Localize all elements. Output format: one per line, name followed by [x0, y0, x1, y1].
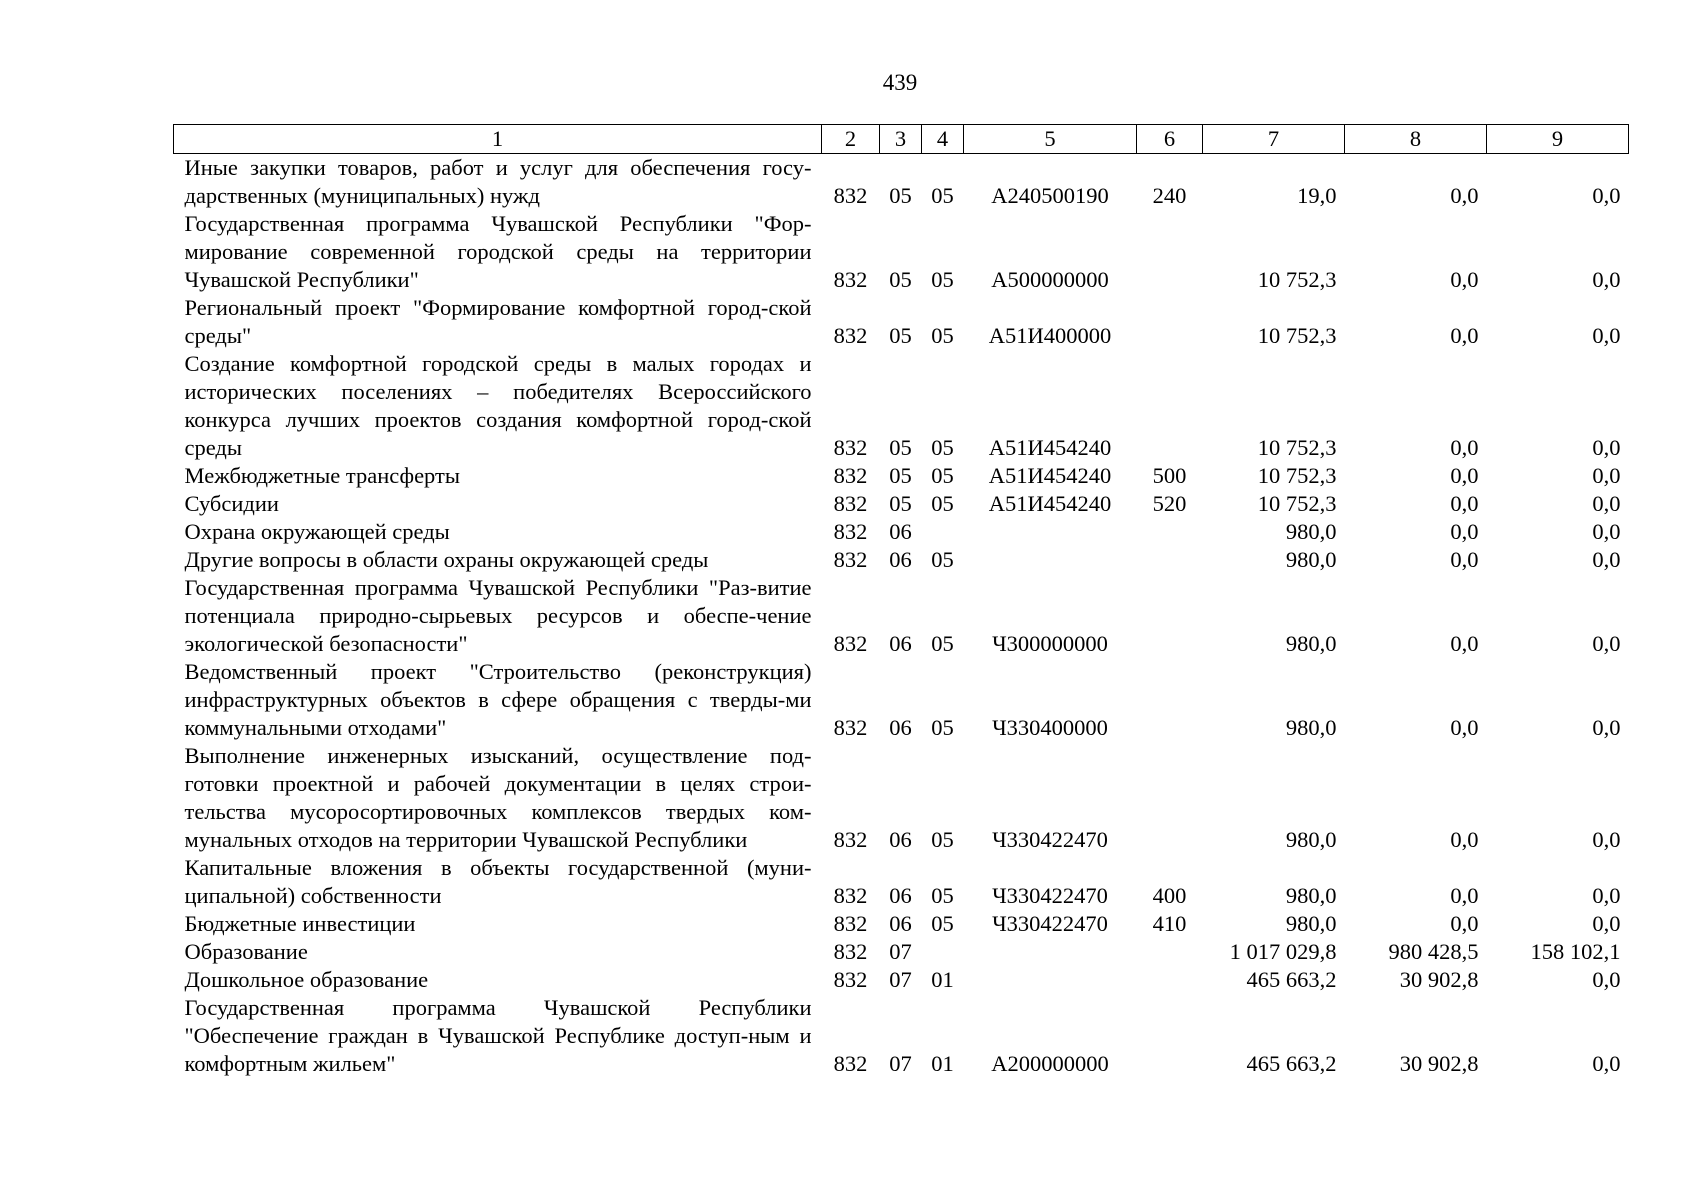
row-name: Ведомственный проект "Строительство (реконструкция) инфраструктурных объектов в сфере обращения с тверды-ми коммунальными отходами": [184, 659, 812, 740]
table-row: [174, 966, 1629, 994]
row-amount-1: 980,0: [1285, 911, 1337, 936]
row-expense-type: [1137, 294, 1203, 350]
row-amount-2: 0,0: [1450, 435, 1479, 460]
row-subsection: 05: [931, 631, 954, 656]
table-row: [174, 350, 1629, 462]
row-name: Региональный проект "Формирование комфортной город-ской среды": [184, 295, 812, 348]
row-ministry-code: 832: [833, 939, 868, 964]
row-amount-1: 980,0: [1285, 883, 1337, 908]
header-col-4: 4: [922, 125, 964, 154]
row-amount-2: 0,0: [1450, 519, 1479, 544]
row-target-article: [964, 966, 1137, 994]
row-expense-type: [1137, 350, 1203, 462]
row-name: Образование: [184, 939, 308, 964]
row-amount-2: 0,0: [1450, 715, 1479, 740]
row-section: 05: [889, 435, 912, 460]
header-col-5: 5: [964, 125, 1137, 154]
row-ministry-code: 832: [833, 463, 868, 488]
row-ministry-code: 832: [833, 435, 868, 460]
row-subsection: 05: [931, 183, 954, 208]
row-amount-2: 30 902,8: [1399, 967, 1479, 992]
row-subsection: 05: [931, 267, 954, 292]
row-section: 06: [889, 715, 912, 740]
row-target-article: [964, 938, 1137, 966]
row-amount-3: 0,0: [1592, 267, 1621, 292]
row-target-article: А51И454240: [988, 463, 1112, 488]
row-section: 07: [889, 1051, 912, 1076]
row-name: Государственная программа Чувашской Республики "Фор-мирование современной городской среды на территории Чувашской Республики": [184, 211, 812, 292]
row-amount-3: 0,0: [1592, 491, 1621, 516]
row-target-article: А500000000: [991, 267, 1109, 292]
row-ministry-code: 832: [833, 491, 868, 516]
header-col-3: 3: [880, 125, 922, 154]
row-section: 06: [889, 827, 912, 852]
row-name: Межбюджетные трансферты: [184, 463, 460, 488]
header-col-9: 9: [1487, 125, 1629, 154]
row-amount-3: 0,0: [1592, 519, 1621, 544]
row-expense-type: 240: [1152, 183, 1187, 208]
row-amount-3: 0,0: [1592, 715, 1621, 740]
row-amount-2: 0,0: [1450, 491, 1479, 516]
row-amount-3: 0,0: [1592, 547, 1621, 572]
table-row: [174, 854, 1629, 910]
row-amount-1: 10 752,3: [1257, 463, 1337, 488]
table-row: [174, 294, 1629, 350]
row-ministry-code: 832: [833, 967, 868, 992]
table-row: [174, 518, 1629, 546]
row-amount-3: 0,0: [1592, 883, 1621, 908]
row-section: 05: [889, 491, 912, 516]
row-target-article: [964, 546, 1137, 574]
row-name: Создание комфортной городской среды в малых городах и исторических поселениях – победителях Всероссийского конкурса лучших проектов создания комфортной город-ской среды: [184, 351, 812, 460]
row-amount-1: 1 017 029,8: [1229, 939, 1337, 964]
row-target-article: А51И454240: [988, 491, 1112, 516]
row-amount-1: 980,0: [1285, 715, 1337, 740]
row-section: 05: [889, 463, 912, 488]
header-col-2: 2: [822, 125, 880, 154]
row-target-article: А240500190: [991, 183, 1109, 208]
header-col-8: 8: [1345, 125, 1487, 154]
row-amount-1: 10 752,3: [1257, 323, 1337, 348]
row-amount-2: 980 428,5: [1388, 939, 1479, 964]
row-name: Государственная программа Чувашской Республики "Раз-витие потенциала природно-сырьевых ресурсов и обеспе-чение экологической безопасности": [184, 575, 812, 656]
row-name: Иные закупки товаров, работ и услуг для обеспечения госу-дарственных (муниципальных) нужд: [184, 155, 812, 208]
row-name: Охрана окружающей среды: [184, 519, 450, 544]
row-target-article: Ч330422470: [992, 883, 1108, 908]
header-col-1: 1: [174, 125, 822, 154]
header-col-7: 7: [1203, 125, 1345, 154]
row-amount-3: 0,0: [1592, 435, 1621, 460]
row-subsection: 01: [931, 1051, 954, 1076]
row-expense-type: [1137, 210, 1203, 294]
row-expense-type: 520: [1152, 491, 1187, 516]
row-amount-1: 465 663,2: [1246, 1051, 1337, 1076]
row-subsection: 05: [931, 827, 954, 852]
row-ministry-code: 832: [833, 715, 868, 740]
row-amount-3: 0,0: [1592, 911, 1621, 936]
row-section: 06: [889, 883, 912, 908]
table-row: [174, 742, 1629, 854]
row-name: Выполнение инженерных изысканий, осуществление под-готовки проектной и рабочей документации в целях строи-тельства мусоросортировочных комплексов твердых ком-мунальных отходов на территории Чувашской Республики: [184, 743, 812, 852]
row-amount-3: 0,0: [1592, 463, 1621, 488]
row-subsection: 01: [931, 967, 954, 992]
row-expense-type: 410: [1152, 911, 1187, 936]
row-amount-2: 0,0: [1450, 267, 1479, 292]
row-amount-3: 0,0: [1592, 967, 1621, 992]
row-amount-2: 0,0: [1450, 547, 1479, 572]
row-subsection: 05: [931, 435, 954, 460]
row-section: 06: [889, 519, 912, 544]
row-amount-2: 0,0: [1450, 631, 1479, 656]
row-section: 06: [889, 911, 912, 936]
row-expense-type: [1137, 994, 1203, 1078]
row-section: 07: [889, 939, 912, 964]
row-ministry-code: 832: [833, 911, 868, 936]
row-ministry-code: 832: [833, 183, 868, 208]
table-row: [174, 490, 1629, 518]
row-section: 07: [889, 967, 912, 992]
row-amount-2: 0,0: [1450, 883, 1479, 908]
row-subsection: 05: [931, 547, 954, 572]
row-subsection: 05: [931, 883, 954, 908]
row-expense-type: [1137, 518, 1203, 546]
row-amount-2: 0,0: [1450, 827, 1479, 852]
row-subsection: 05: [931, 715, 954, 740]
row-amount-2: 0,0: [1450, 911, 1479, 936]
row-amount-3: 0,0: [1592, 1051, 1621, 1076]
row-expense-type: [1137, 546, 1203, 574]
row-amount-3: 158 102,1: [1530, 939, 1621, 964]
row-ministry-code: 832: [833, 267, 868, 292]
table-row: [174, 994, 1629, 1078]
row-ministry-code: 832: [833, 1051, 868, 1076]
row-expense-type: [1137, 574, 1203, 658]
row-ministry-code: 832: [833, 323, 868, 348]
row-subsection: [922, 938, 964, 966]
table-row: [174, 210, 1629, 294]
row-section: 06: [889, 547, 912, 572]
table-row: [174, 574, 1629, 658]
row-amount-3: 0,0: [1592, 631, 1621, 656]
row-target-article: Ч330422470: [992, 827, 1108, 852]
budget-table: [173, 124, 1629, 1078]
table-row: [174, 154, 1629, 211]
row-subsection: 05: [931, 491, 954, 516]
row-subsection: 05: [931, 911, 954, 936]
row-target-article: А51И454240: [988, 435, 1112, 460]
row-target-article: Ч300000000: [992, 631, 1108, 656]
row-expense-type: [1137, 938, 1203, 966]
row-expense-type: [1137, 742, 1203, 854]
row-amount-2: 0,0: [1450, 183, 1479, 208]
table-row: [174, 546, 1629, 574]
row-amount-3: 0,0: [1592, 323, 1621, 348]
row-expense-type: [1137, 658, 1203, 742]
row-section: 05: [889, 183, 912, 208]
row-target-article: Ч330400000: [992, 715, 1108, 740]
row-name: Дошкольное образование: [184, 967, 429, 992]
table-row: [174, 658, 1629, 742]
row-section: 06: [889, 631, 912, 656]
row-amount-1: 465 663,2: [1246, 967, 1337, 992]
row-ministry-code: 832: [833, 631, 868, 656]
header-row: [174, 125, 1629, 154]
table-row: [174, 938, 1629, 966]
row-subsection: 05: [931, 323, 954, 348]
row-target-article: А200000000: [991, 1051, 1109, 1076]
row-section: 05: [889, 323, 912, 348]
row-amount-1: 980,0: [1285, 519, 1337, 544]
row-amount-1: 980,0: [1285, 547, 1337, 572]
row-name: Государственная программа Чувашской Республики "Обеспечение граждан в Чувашской Республике доступ-ным и комфортным жильем": [184, 995, 812, 1076]
row-name: Другие вопросы в области охраны окружающей среды: [184, 547, 709, 572]
row-amount-2: 0,0: [1450, 463, 1479, 488]
row-target-article: А51И400000: [988, 323, 1112, 348]
row-name: Субсидии: [184, 491, 279, 516]
row-amount-3: 0,0: [1592, 183, 1621, 208]
row-subsection: 05: [931, 463, 954, 488]
row-target-article: Ч330422470: [992, 911, 1108, 936]
table-row: [174, 462, 1629, 490]
row-amount-2: 0,0: [1450, 323, 1479, 348]
row-ministry-code: 832: [833, 827, 868, 852]
page-number: 439: [882, 70, 918, 95]
row-expense-type: 400: [1152, 883, 1187, 908]
row-section: 05: [889, 267, 912, 292]
row-amount-3: 0,0: [1592, 827, 1621, 852]
row-amount-1: 10 752,3: [1257, 435, 1337, 460]
row-expense-type: 500: [1152, 463, 1187, 488]
row-expense-type: [1137, 966, 1203, 994]
header-col-6: 6: [1137, 125, 1203, 154]
row-ministry-code: 832: [833, 519, 868, 544]
row-amount-1: 10 752,3: [1257, 267, 1337, 292]
row-amount-1: 980,0: [1285, 827, 1337, 852]
row-ministry-code: 832: [833, 547, 868, 572]
row-subsection: [922, 518, 964, 546]
row-amount-1: 19,0: [1297, 183, 1337, 208]
row-name: Капитальные вложения в объекты государственной (муни-ципальной) собственности: [184, 855, 812, 908]
row-amount-2: 30 902,8: [1399, 1051, 1479, 1076]
table-row: [174, 910, 1629, 938]
row-target-article: [964, 518, 1137, 546]
row-amount-1: 980,0: [1285, 631, 1337, 656]
row-amount-1: 10 752,3: [1257, 491, 1337, 516]
row-name: Бюджетные инвестиции: [184, 911, 416, 936]
row-ministry-code: 832: [833, 883, 868, 908]
